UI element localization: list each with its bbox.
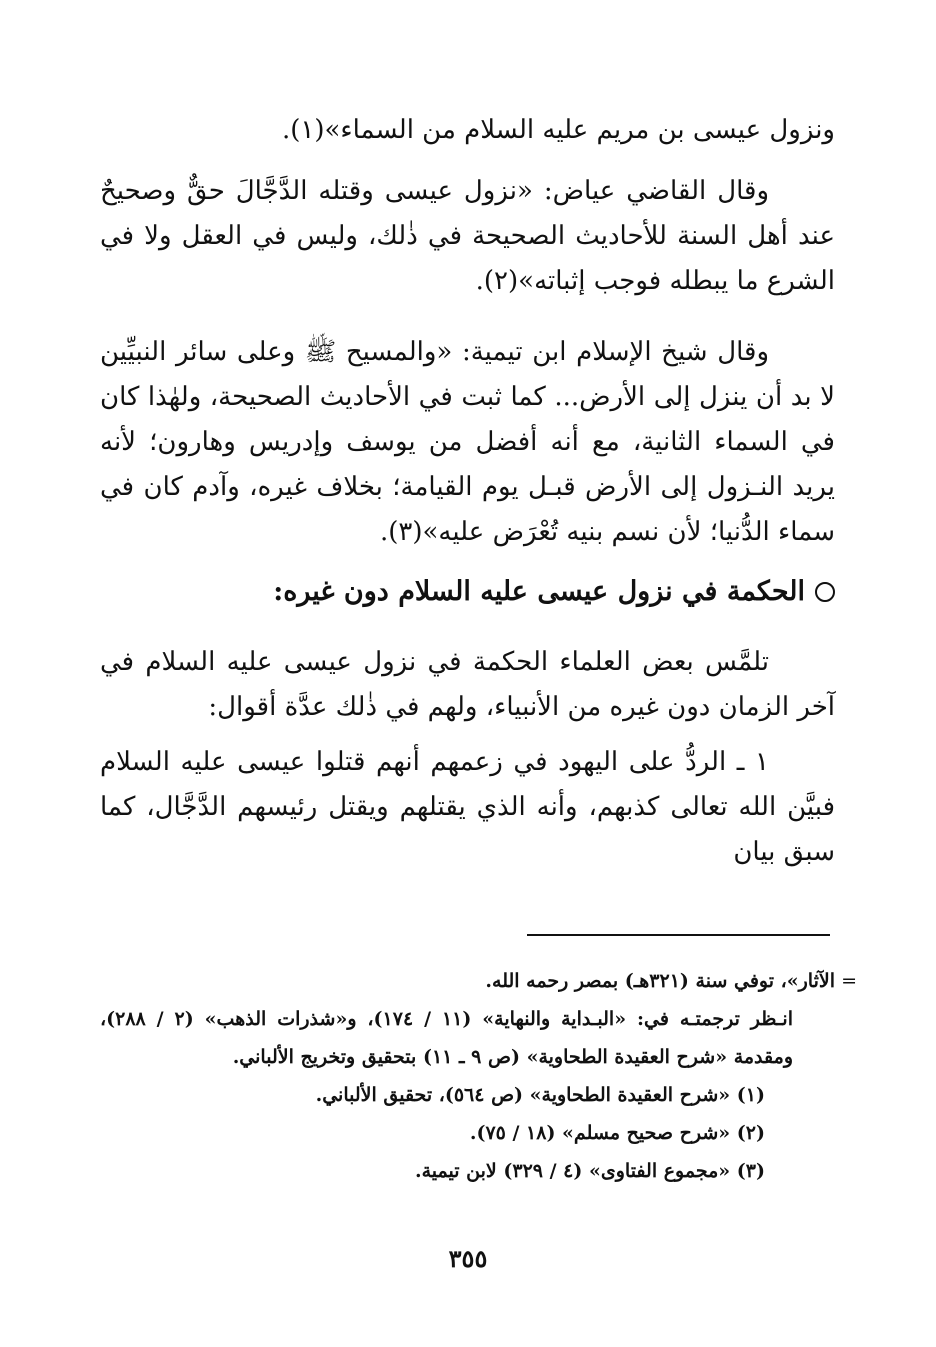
footnote-3: (٣) «مجموع الفتاوى» (٤ / ٣٢٩) لابن تيمية. (415, 1160, 765, 1182)
section-heading (100, 569, 835, 614)
footnote-2: (٢) «شرح صحيح مسلم» (١٨ / ٧٥). (469, 1122, 765, 1144)
footnote-separator (527, 934, 830, 936)
footnote-1: (١) «شرح العقيدة الطحاوية» (ص ٥٦٤)، تحقيق الألباني. (315, 1084, 765, 1106)
footnote-continuation (100, 962, 857, 1000)
footnotes (100, 962, 857, 1190)
page-number: ٣٥٥ (448, 1244, 488, 1273)
paragraph-ibn-taymiyya: وقال شيخ الإسلام ابن تيمية: «والمسيح ﷺ وعلى سائر النبيِّين لا بد أن ينزل إلى الأرض... كما ثبت في الأحاديث الصحيحة، ولهٰذا كان في السماء الثانية، مع أنه أفضل من يوسف وإدريس وهارون؛ لأنه يريد النـزول إلى الأرض قبـل يوم القيامة؛ بخلاف غيره، وآدم كان في سماء الدُّنيا؛ لأن نسم بنيه تُعْرَض عليه»(٣). (100, 337, 835, 547)
paragraph-quote-end: ونزول عيسى بن مريم عليه السلام من السماء»(١). (281, 115, 835, 145)
paragraph-qadi-iyad: وقال القاضي عياض: «نزول عيسى وقتله الدَّجَّالَ حقٌّ وصحيحٌ عند أهل السنة للأحاديث الصحيحة في ذٰلك، وليس في العقل ولا في الشرع ما يبطله فوجب إثباته»(٢). (100, 176, 835, 296)
paragraph-wisdom-intro: تلمَّس بعض العلماء الحكمة في نزول عيسى عليه السلام في آخر الزمان دون غيره من الأنبياء، ولهم في ذٰلك عدَّة أقوال: (100, 647, 835, 722)
footnote-continuation-text: الآثار»، توفي سنة (٣٢١هـ) بمصر رحمه الله. (485, 970, 835, 992)
circle-bullet-icon (815, 582, 835, 602)
footnote-biography: انـظر ترجمتـه في: «البـداية والنهاية» (١١ / ١٧٤)، و«شذرات الذهب» (٢ / ٢٨٨)، ومقدمة «شرح العقيدة الطحاوية» (ص ٩ ـ ١١) بتحقيق وتخريج الألباني. (100, 1008, 793, 1068)
main-text (100, 108, 835, 875)
paragraph-point-one: ١ ـ الردُّ على اليهود في زعمهم أنهم قتلوا عيسى عليه السلام فبيَّن الله تعالى كذبهم، وأنه الذي يقتلهم ويقتل رئيسهم الدَّجَّال، كما سبق بيان (100, 747, 835, 867)
continuation-marker: = (841, 970, 857, 992)
section-heading-text: الحكمة في نزول عيسى عليه السلام دون غيره: (273, 576, 805, 607)
